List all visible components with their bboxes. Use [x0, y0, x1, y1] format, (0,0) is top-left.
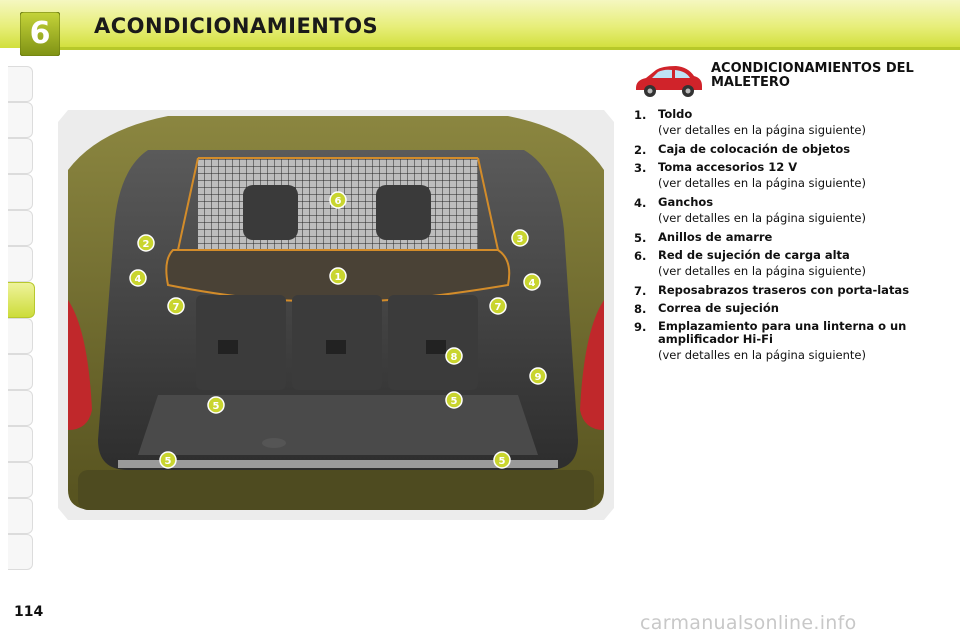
item-detail: (ver detalles en la página siguiente)	[658, 123, 866, 137]
svg-text:2: 2	[142, 239, 150, 250]
item-label: Toma accesorios 12 V	[658, 160, 798, 174]
item-number: 4.	[634, 196, 647, 210]
item-number: 2.	[634, 143, 647, 157]
callout-marker	[138, 235, 154, 251]
callout-marker	[330, 192, 346, 208]
svg-text:7: 7	[172, 302, 180, 313]
list-item	[634, 161, 944, 191]
chapter-tabs	[8, 66, 34, 576]
list-item	[634, 143, 944, 156]
watermark: carmanualsonline.info	[640, 612, 857, 634]
item-label: Toldo	[658, 107, 693, 121]
svg-text:1: 1	[334, 272, 342, 283]
item-number: 5.	[634, 231, 647, 245]
callout-marker	[512, 230, 528, 246]
chapter-tab[interactable]	[8, 66, 33, 102]
page-title: ACONDICIONAMIENTOS	[94, 14, 379, 38]
chapter-tab[interactable]	[8, 390, 33, 426]
item-detail: (ver detalles en la página siguiente)	[658, 264, 866, 278]
item-label: Ganchos	[658, 195, 714, 209]
chapter-tab[interactable]	[8, 354, 33, 390]
item-number: 7.	[634, 284, 647, 298]
list-item	[634, 302, 944, 315]
item-label: Red de sujeción de carga alta	[658, 248, 850, 262]
list-item	[634, 320, 944, 363]
svg-text:5: 5	[498, 456, 506, 467]
svg-text:5: 5	[212, 401, 220, 412]
item-label: Reposabrazos traseros con porta-latas	[658, 283, 910, 297]
chapter-tab[interactable]	[8, 102, 33, 138]
item-label: Caja de colocación de objetos	[658, 142, 851, 156]
chapter-tab[interactable]	[8, 174, 33, 210]
callout-marker	[130, 270, 146, 286]
svg-text:7: 7	[494, 302, 502, 313]
section-title: ACONDICIONAMIENTOS DEL MALETERO	[711, 61, 914, 90]
chapter-tab-active[interactable]	[8, 282, 35, 318]
list-item	[634, 196, 944, 226]
svg-text:4: 4	[134, 274, 142, 285]
page-number: 114	[14, 604, 44, 620]
callout-marker	[446, 392, 462, 408]
svg-text:5: 5	[450, 396, 458, 407]
item-number: 6.	[634, 249, 647, 263]
chapter-tab[interactable]	[8, 138, 33, 174]
chapter-tab[interactable]	[8, 498, 33, 534]
chapter-tab[interactable]	[8, 210, 33, 246]
svg-text:6: 6	[334, 196, 342, 207]
chapter-tab[interactable]	[8, 246, 33, 282]
rear-bumper	[78, 470, 594, 510]
item-detail: (ver detalles en la página siguiente)	[658, 176, 866, 190]
svg-text:4: 4	[528, 278, 536, 289]
item-number: 8.	[634, 302, 647, 316]
item-detail: (ver detalles en la página siguiente)	[658, 211, 866, 225]
list-item	[634, 231, 944, 244]
callout-marker	[446, 348, 462, 364]
callout-marker	[524, 274, 540, 290]
chapter-tab[interactable]	[8, 318, 33, 354]
car-side-icon	[632, 62, 704, 100]
svg-text:9: 9	[534, 372, 542, 383]
callout-marker	[208, 397, 224, 413]
trunk-illustration	[58, 110, 614, 520]
list-item	[634, 284, 944, 297]
list-item	[634, 108, 944, 138]
item-list	[634, 108, 944, 368]
callout-marker	[168, 298, 184, 314]
list-item	[634, 249, 944, 279]
chapter-tab[interactable]	[8, 426, 33, 462]
item-number: 1.	[634, 108, 647, 122]
svg-text:5: 5	[164, 456, 172, 467]
item-label: Anillos de amarre	[658, 230, 773, 244]
chapter-tab[interactable]	[8, 534, 33, 570]
svg-text:8: 8	[450, 352, 458, 363]
item-label: Correa de sujeción	[658, 301, 779, 315]
item-number: 3.	[634, 161, 647, 175]
callout-marker	[160, 452, 176, 468]
chapter-number: 6	[29, 16, 51, 51]
item-number: 9.	[634, 320, 647, 334]
header-underline	[40, 47, 960, 50]
svg-text:3: 3	[516, 234, 524, 245]
item-detail: (ver detalles en la página siguiente)	[658, 348, 866, 362]
callout-marker	[494, 452, 510, 468]
item-label: Emplazamiento para una linterna o un amplificador Hi-Fi	[658, 319, 907, 346]
trunk-floor	[138, 395, 538, 455]
callout-marker	[490, 298, 506, 314]
callout-marker	[530, 368, 546, 384]
chapter-tab[interactable]	[8, 462, 33, 498]
callout-marker	[330, 268, 346, 284]
